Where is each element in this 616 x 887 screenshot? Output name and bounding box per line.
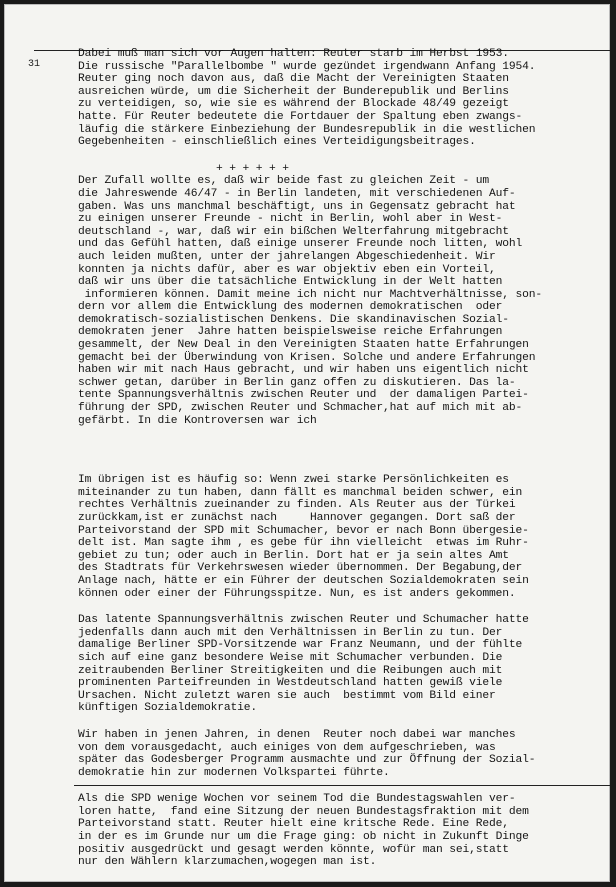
text-line: loren hatte, fand eine Sitzung der neuen Bundestagsfraktion mit dem <box>78 805 529 818</box>
text-line: führung der SPD, zwischen Reuter und Schmacher,hat auf mich mit ab- <box>78 402 523 415</box>
text-line: Das latente Spannungsverhältnis zwischen Reuter und Schumacher hatte <box>78 614 529 627</box>
text-line: auch leiden mußten, unter der jahrelangen Abgeschiedenheit. Wir <box>78 250 496 263</box>
text-line: Parteivorstand der SPD mit Schumacher, bevor er nach Bonn übergesie- <box>78 524 529 537</box>
text-line: Anlage nach, hätte er ein Führer der deutschen Sozialdemokraten sein <box>78 574 529 587</box>
text-line: konnten ja nichts dafür, aber es war objektiv eben ein Vorteil, <box>78 263 496 276</box>
text-line: damalige Berliner SPD-Vorsitzende war Franz Neumann, und der fühlte <box>78 639 523 652</box>
document-page <box>4 4 610 882</box>
text-line: positiv ausgedrückt und gesagt werden könnte, wofür man sei,statt <box>78 843 509 856</box>
text-line: haben wir mit nach Haus gebracht, und wir haben uns eigentlich nicht <box>78 364 529 377</box>
text-line: delt ist. Man sagte ihm , es gebe für ihn vielleicht etwas im Ruhr- <box>78 537 529 550</box>
text-line: miteinander zu tun haben, dann fällt es manchmal beiden schwer, ein <box>78 486 523 499</box>
text-line: Dabei muß man sich vor Augen halten: Reuter starb im Herbst 1953. <box>78 48 509 60</box>
text-line: Ursachen. Nicht zuletzt waren sie auch bestimmt vom Bild einer <box>78 689 496 702</box>
text-line: die Jahreswende 46/47 - in Berlin landeten, mit verschiedenen Auf- <box>78 187 516 200</box>
text-line: gaben. Was uns manchmal beschäftigt, uns in Gegensatz gebracht hat <box>78 200 516 213</box>
text-line: demokratisch-sozialistischen Denkens. Die skandinavischen Sozial- <box>78 313 509 326</box>
text-line: Wir haben in jenen Jahren, in denen Reuter noch dabei war manches <box>78 728 516 741</box>
text-line: zeitraubenden Berliner Streitigkeiten und die Reibungen auch mit <box>78 664 503 677</box>
text-line: Reuter ging noch davon aus, daß die Macht der Vereinigten Staaten <box>78 73 509 86</box>
text-line: Der Zufall wollte es, daß wir beide fast zu gleichen Zeit - um <box>78 175 490 188</box>
text-line: demokraten jener Jahre hatten beispielsweise reiche Erfahrungen <box>78 326 503 339</box>
text-line: künftigen Sozialdemokratie. <box>78 702 257 715</box>
text-line: nur den Wählern klarzumachen,wogegen man ist. <box>78 856 377 869</box>
text-line: deutschland -, war, daß wir ein bißchen Welterfahrung mitgebracht <box>78 225 509 238</box>
section-separator: + + + + + + <box>216 162 289 175</box>
text-line: Parteivorstand statt. Reuter hielt eine kritsche Rede. Eine Rede, <box>78 818 509 831</box>
text-line: schwer getan, darüber in Berlin ganz offen zu diskutieren. Das la- <box>78 376 516 389</box>
text-line: jedenfalls dann auch mit den Verhältnissen in Berlin zu tun. Der <box>78 626 503 639</box>
paragraph <box>78 729 598 779</box>
paragraph <box>78 474 598 600</box>
text-line: Gegebenheiten - einschließlich eines Verteidigungsbeitrages. <box>78 136 476 149</box>
text-line: können oder einer der Führungsspitze. Nun, es ist anders gekommen. <box>78 587 516 600</box>
paragraph <box>78 614 598 715</box>
text-line: informieren können. Damit meine ich nicht nur Machtverhältnisse, son- <box>78 288 543 301</box>
paragraph <box>78 163 598 427</box>
text-line: daß wir uns über die tatsächliche Entwicklung in der Welt hatten <box>78 276 503 289</box>
text-line: von dem vorausgedacht, auch einiges von dem aufgeschrieben, was <box>78 741 496 754</box>
text-line: rechtes Verhältnis zueinander zu finden. Als Reuter aus der Türkei <box>78 499 516 512</box>
text-line: des Stadtrats für Verkehrswesen wieder übernommen. Der Begabung,der <box>78 562 523 575</box>
text-line: Die russische "Parallelbombe " wurde gezündet irgendwann Anfang 1954. <box>78 60 536 73</box>
text-line: ausreichen würde, um die Sicherheit der Bunderepublik und Berlins <box>78 85 509 98</box>
paragraph <box>78 793 598 869</box>
text-line: gefärbt. In die Kontroversen war ich <box>78 414 317 427</box>
text-line: läufig die stärkere Einbeziehung der Bundesrepublik in die westlichen <box>78 123 536 136</box>
paragraph <box>78 48 598 149</box>
text-line: tente Spannungsverhältnis zwischen Reuter und der damaligen Partei- <box>78 389 529 402</box>
text-line: zu einigen unserer Freunde - nicht in Berlin, wohl aber in West- <box>78 213 503 226</box>
text-line: demokratie hin zur modernen Volkspartei führte. <box>78 766 390 779</box>
text-line: hatte. Für Reuter bedeutete die Fortdauer der Spaltung eben zwangs- <box>78 110 523 123</box>
text-line: dern vor allem die Entwicklung des modernen demokratischen oder <box>78 301 503 314</box>
text-line: Im übrigen ist es häufig so: Wenn zwei starke Persönlichkeiten es <box>78 474 509 487</box>
text-line: zu verteidigen, so, wie sie es während der Blockade 48/49 gezeigt <box>78 98 509 111</box>
body-text <box>78 48 598 869</box>
text-line: gemacht bei der Überwindung von Krisen. Solche und andere Erfahrungen <box>78 351 536 364</box>
text-line: sich auf eine ganz besondere Weise mit Schumacher verbunden. Die <box>78 651 503 664</box>
text-line: gebiet zu tun; oder auch in Berlin. Dort hat er ja sein altes Amt <box>78 549 509 562</box>
text-line: prominenten Parteifreunden in Westdeutschland hatten gewiß viele <box>78 677 503 690</box>
text-line: in der es im Grunde nur um die Frage ging: ob nicht in Zukunft Dinge <box>78 831 529 844</box>
text-line: später das Godesberger Programm ausmachte und zur Öffnung der Sozial- <box>78 754 536 767</box>
text-line: zurückkam,ist er zunächst nach Hannover gegangen. Dort saß der <box>78 512 516 524</box>
text-line: und das Gefühl hatten, daß einige unserer Freunde noch litten, wohl <box>78 238 523 251</box>
page-number: 31 <box>28 59 41 70</box>
text-line: gesammelt, der New Deal in den Vereinigten Staaten hatte Erfahrungen <box>78 339 529 352</box>
text-line: Als die SPD wenige Wochen vor seinem Tod die Bundestagswahlen ver- <box>78 793 516 806</box>
